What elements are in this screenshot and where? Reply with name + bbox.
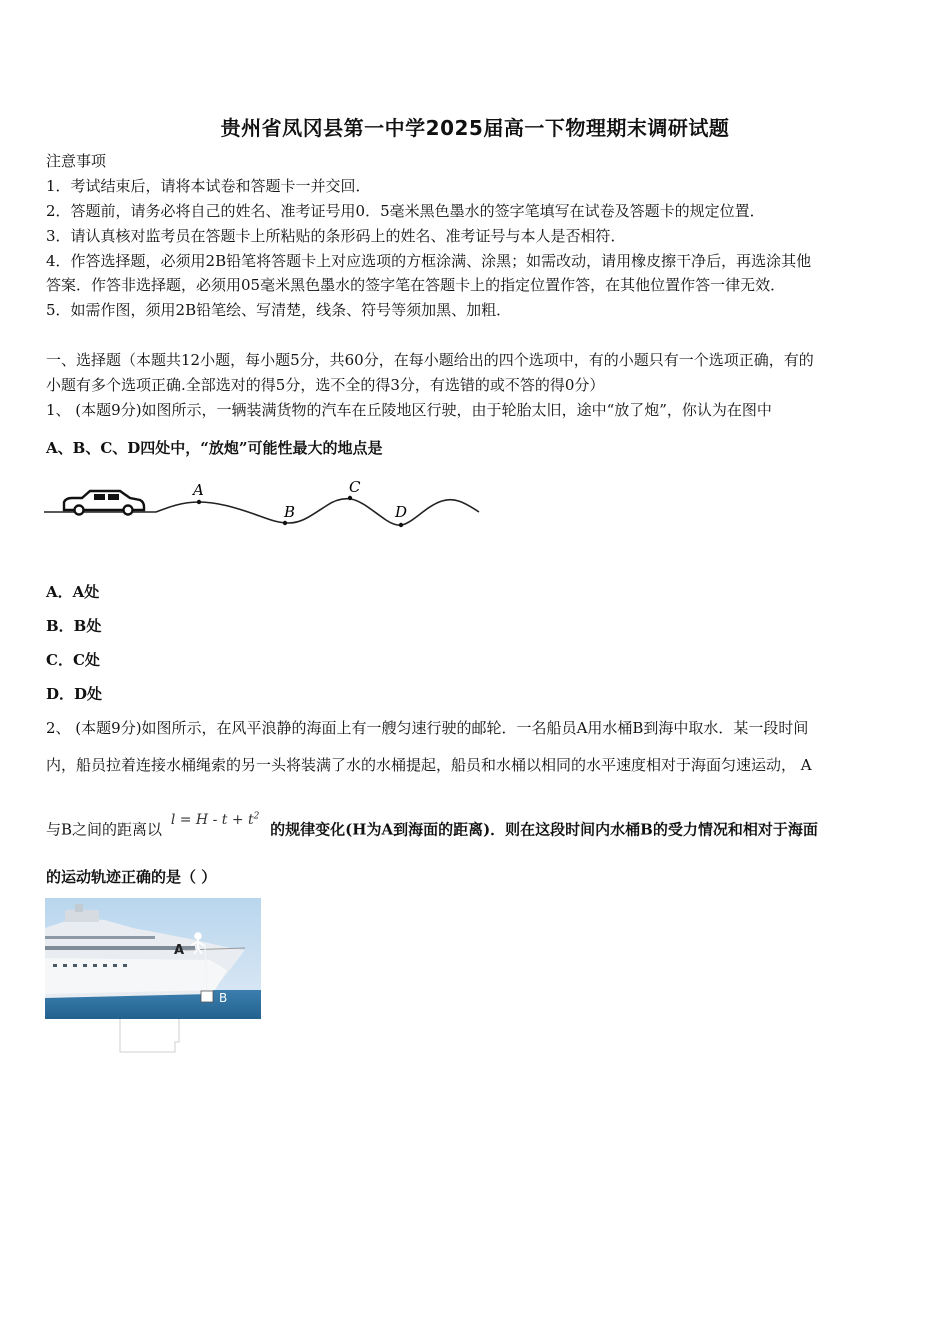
notice-heading: 注意事项 [46, 152, 107, 170]
option-a[interactable]: A．A处 [46, 583, 100, 601]
notice-item: 答案．作答非选择题，必须用05毫米黑色墨水的签字笔在答题卡上的指定位置作答，在其他位置作答一律无效． [46, 276, 786, 294]
question-1-stem: 1、 (本题9分)如图所示，一辆装满货物的汽车在丘陵地区行驶，由于轮胎太旧，途中“放了炮”，你认为在图中 [46, 401, 772, 419]
car-icon [64, 491, 144, 515]
bucket-label: B [219, 991, 228, 1005]
notice-item: 3．请认真核对监考员在答题卡上所粘贴的条形码上的姓名、准考证号与本人是否相符． [46, 227, 626, 245]
option-c[interactable]: C．C处 [46, 651, 100, 669]
notice-item: 5．如需作图，须用2B铅笔绘、写清楚，线条、符号等须加黑、加粗． [46, 301, 512, 319]
option-d[interactable]: D．D处 [46, 685, 103, 703]
question-2-stem [46, 811, 818, 841]
point-label: A [193, 481, 204, 499]
question-2-stem: 内，船员拉着连接水桶绳索的另一头将装满了水的水桶提起，船员和水桶以相同的水平速度相对于海面匀速运动， A [46, 756, 812, 774]
distance-formula: $l = H - t + t^2$ [170, 811, 260, 828]
section-intro: 一、选择题（本题共12小题，每小题5分，共60分，在每小题给出的四个选项中，有的小题只有一个选项正确，有的 [46, 351, 814, 369]
question-2-stem: 的运动轨迹正确的是（ ） [46, 868, 217, 886]
section-intro: 小题有多个选项正确.全部选对的得5分，选不全的得3分，有选错的或不答的得0分） [46, 376, 605, 394]
notice-item: 1．考试结束后，请将本试卷和答题卡一并交回． [46, 177, 371, 195]
point-label: D [395, 503, 408, 521]
point-label: C [349, 478, 361, 496]
option-b[interactable]: B．B处 [46, 617, 102, 635]
bucket-icon [201, 991, 213, 1002]
page-title: 贵州省凤冈县第一中学2025届高一下物理期末调研试题 [220, 116, 730, 140]
point-label: B [284, 503, 296, 521]
hill-road-figure [44, 474, 484, 534]
notice-item: 4．作答选择题，必须用2B铅笔将答题卡上对应选项的方框涂满、涂黑；如需改动，请用橡皮擦干净后，再选涂其他 [46, 252, 812, 270]
question-1-stem: A、B、C、D四处中，“放炮”可能性最大的地点是 [46, 439, 383, 457]
question-2-stem: 2、 (本题9分)如图所示，在风平浪静的海面上有一艘匀速行驶的邮轮．一名船员A用水桶B到海中取水．某一段时间 [46, 719, 809, 737]
q2-text: 的规律变化(H为A到海面的距离)．则在这段时间内水桶B的受力情况和相对于海面 [270, 820, 818, 839]
cruise-ship-figure [45, 898, 261, 1054]
notice-item: 2．答题前，请务必将自己的姓名、准考证号用0．5毫米黑色墨水的签字笔填写在试卷及答题卡的规定位置． [46, 202, 765, 220]
person-label: A [174, 943, 185, 958]
q2-text: 与B之间的距离以 [46, 820, 163, 839]
